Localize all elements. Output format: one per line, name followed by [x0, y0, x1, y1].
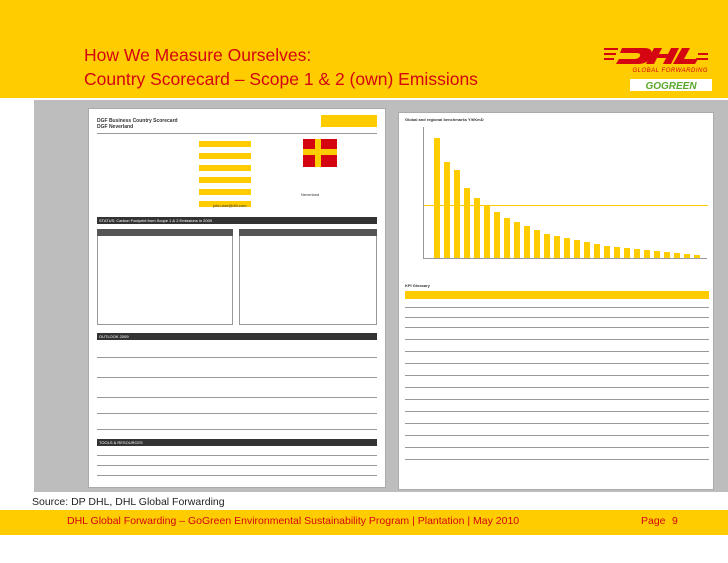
sheet-subtitle: DGF Neverland: [97, 124, 134, 130]
benchmark-chart: [423, 127, 707, 259]
footer-text: DHL Global Forwarding – GoGreen Environmental Sustainability Program | Plantation | May 2010: [67, 515, 520, 527]
footer-band: [0, 510, 728, 535]
scorecard-image: [34, 100, 728, 492]
sheet-title: DGF Business Country Scorecard: [97, 118, 178, 124]
tools-bar: TOOLS & RESOURCES: [99, 440, 143, 445]
country-name: Neverland: [301, 192, 320, 197]
page-title-line1: How We Measure Ourselves:: [84, 45, 312, 65]
logo-tagline: GLOBAL FORWARDING: [632, 68, 708, 74]
gogreen-badge: [600, 78, 712, 92]
page-title-line2: Country Scorecard – Scope 1 & 2 (own) Emissions: [84, 69, 478, 89]
contact-email: john.doe@dhl.com: [213, 203, 247, 208]
benchmark-sheet: [398, 112, 714, 490]
kpi-title: KPI Glossary: [405, 283, 430, 288]
status-bar: STATUS: Carbon Footprint from Scope 1 & 2 Emissions in 2009: [99, 218, 213, 223]
page-label: Page: [641, 515, 666, 527]
source-note: Source: DP DHL, DHL Global Forwarding: [32, 496, 225, 508]
page-number: 9: [672, 515, 678, 527]
dhl-logo-group: [600, 44, 712, 92]
dhl-logo-icon: [604, 44, 708, 68]
chart-title: Global and regional benchmarks Y/t/KmD: [405, 117, 484, 122]
sheet-logo: [321, 115, 377, 127]
scorecard-sheet: [88, 108, 386, 488]
outlook-bar: OUTLOOK 2009: [99, 334, 129, 339]
gogreen-text: GOGREEN: [645, 81, 697, 92]
